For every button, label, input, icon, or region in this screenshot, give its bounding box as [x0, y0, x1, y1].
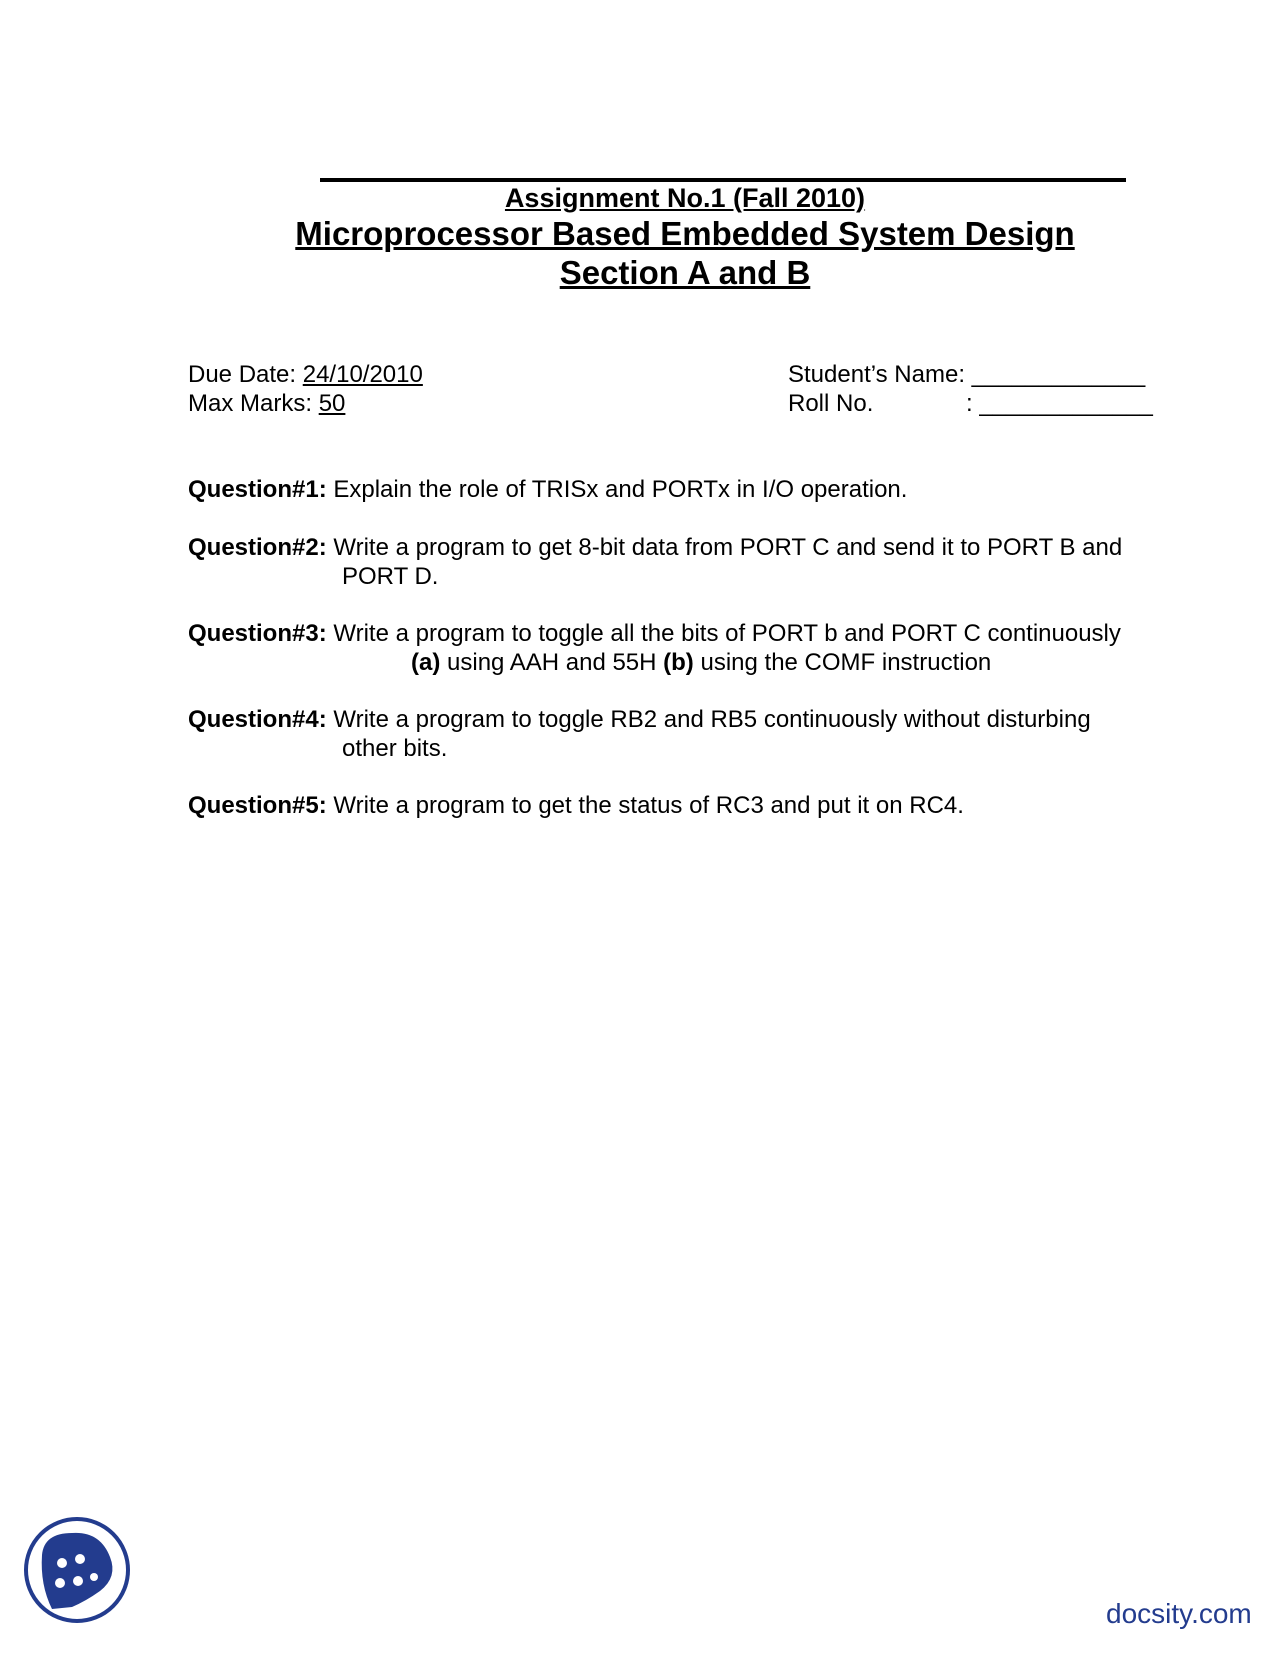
docsity-logo-icon[interactable]	[22, 1515, 132, 1625]
docsity-brand-link[interactable]: docsity.com	[1106, 1598, 1252, 1629]
question-4-label: Question#4:	[188, 706, 327, 733]
due-date	[188, 360, 423, 389]
question-5-text: Write a program to get the status of RC3 and put it on RC4.	[326, 792, 964, 819]
question-2-text: Write a program to get 8-bit data from PORT C and send it to PORT B and	[326, 534, 1123, 561]
question-1-label: Question#1:	[188, 476, 327, 503]
question-3-text: Write a program to toggle all the bits of PORT b and PORT C continuously	[326, 620, 1121, 647]
question-2-continuation: PORT D.	[342, 563, 439, 590]
max-marks-value: 50	[318, 390, 346, 417]
question-3-part-a-label: (a)	[411, 649, 441, 676]
due-date-label: Due Date:	[188, 361, 303, 388]
due-date-value: 24/10/2010	[302, 361, 423, 388]
question-3-part-b-label: (b)	[663, 649, 694, 676]
question-2-label: Question#2:	[188, 534, 327, 561]
roll-no-label: Roll No.	[788, 390, 874, 417]
student-name-field: Student’s Name: _____________	[788, 361, 1146, 388]
question-5	[188, 791, 1188, 820]
question-4-continuation: other bits.	[342, 735, 448, 762]
question-2	[188, 533, 1188, 591]
question-4	[188, 705, 1188, 763]
question-3-part-b-text: using the COMF instruction	[693, 649, 992, 676]
question-1-text: Explain the role of TRISx and PORTx in I/O operation.	[326, 476, 908, 503]
assignment-title: Assignment No.1 (Fall 2010)	[504, 183, 866, 213]
question-4-text: Write a program to toggle RB2 and RB5 continuously without disturbing	[326, 706, 1091, 733]
question-3	[188, 619, 1188, 677]
section-title: Section A and B	[559, 254, 811, 291]
roll-no-field: : _____________	[966, 390, 1153, 417]
course-title: Microprocessor Based Embedded System Design	[295, 215, 1075, 252]
max-marks-label: Max Marks:	[188, 390, 319, 417]
question-1	[188, 475, 1188, 504]
max-marks	[188, 389, 345, 418]
question-5-label: Question#5:	[188, 792, 327, 819]
header-rule	[320, 178, 1126, 182]
question-3-part-a-text: using AAH and 55H	[440, 649, 664, 676]
question-3-parts	[188, 648, 1188, 677]
question-3-label: Question#3:	[188, 620, 327, 647]
